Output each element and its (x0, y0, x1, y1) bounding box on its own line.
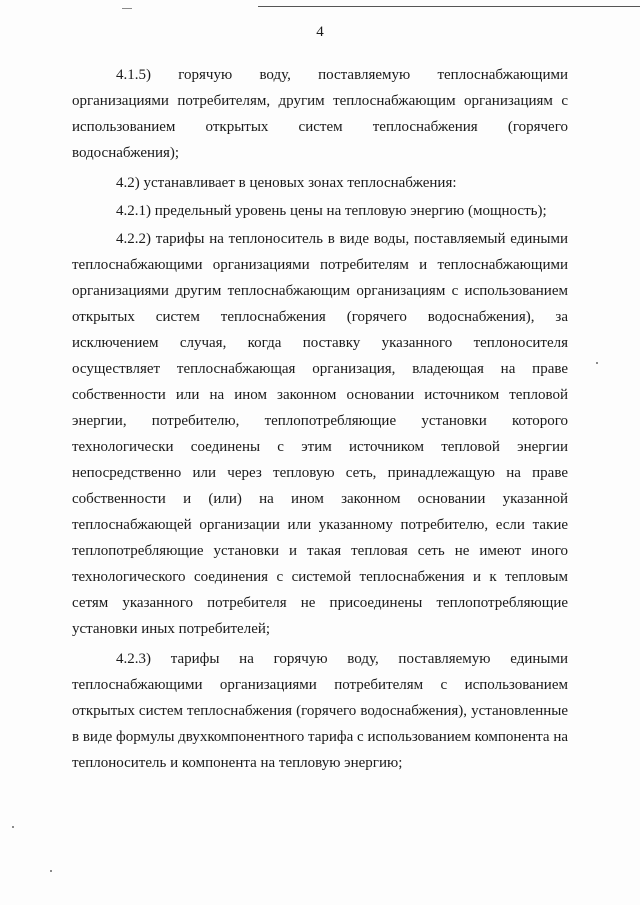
scan-speck (50, 870, 52, 872)
paragraph-4-2-2: 4.2.2) тарифы на теплоноситель в виде воды, поставляемый едиными теплоснабжающими организациями потребителям и теплоснабжающими организациями другим теплоснабжающим организациям с использованием открытых систем теплоснабжения (горячего водоснабжения), за исключением случая, когда поставку указанного теплоносителя осуществляет теплоснабжающая организация, владеющая на праве собственности или на ином законном основании источником тепловой энергии, потребителю, теплопотребляющие установки которого технологически соединены с этим источником тепловой энергии непосредственно или через тепловую сеть, принадлежащую на праве собственности и (или) на ином законном основании указанной теплоснабжающей организации или указанному потребителю, если такие теплопотребляющие установки и такая тепловая сеть не имеют иного технологического соединения с системой теплоснабжения и к тепловым сетям указанного потребителя не присоединены теплопотребляющие установки иных потребителей; (72, 231, 568, 637)
document-body (72, 62, 568, 780)
scan-speck (596, 362, 598, 364)
paragraph-4-2-3: 4.2.3) тарифы на горячую воду, поставляемую едиными теплоснабжающими организациями потребителям с использованием открытых систем теплоснабжения (горячего водоснабжения), установленные в виде формулы двухкомпонентного тарифа с использованием компонента на теплоноситель и компонента на тепловую энергию; (72, 651, 568, 771)
paragraph-4-2-1: 4.2.1) предельный уровень цены на тепловую энергию (мощность); (116, 203, 547, 219)
paragraph-4-2: 4.2) устанавливает в ценовых зонах теплоснабжения: (116, 175, 457, 191)
scan-border-line (258, 6, 640, 7)
paragraph-4-1-5: 4.1.5) горячую воду, поставляемую теплоснабжающими организациями потребителям, другим теплоснабжающим организациям с использованием открытых систем теплоснабжения (горячего водоснабжения); (72, 67, 568, 161)
page-number: 4 (316, 24, 324, 40)
scan-speck (12, 826, 14, 828)
scan-speck (122, 8, 132, 9)
